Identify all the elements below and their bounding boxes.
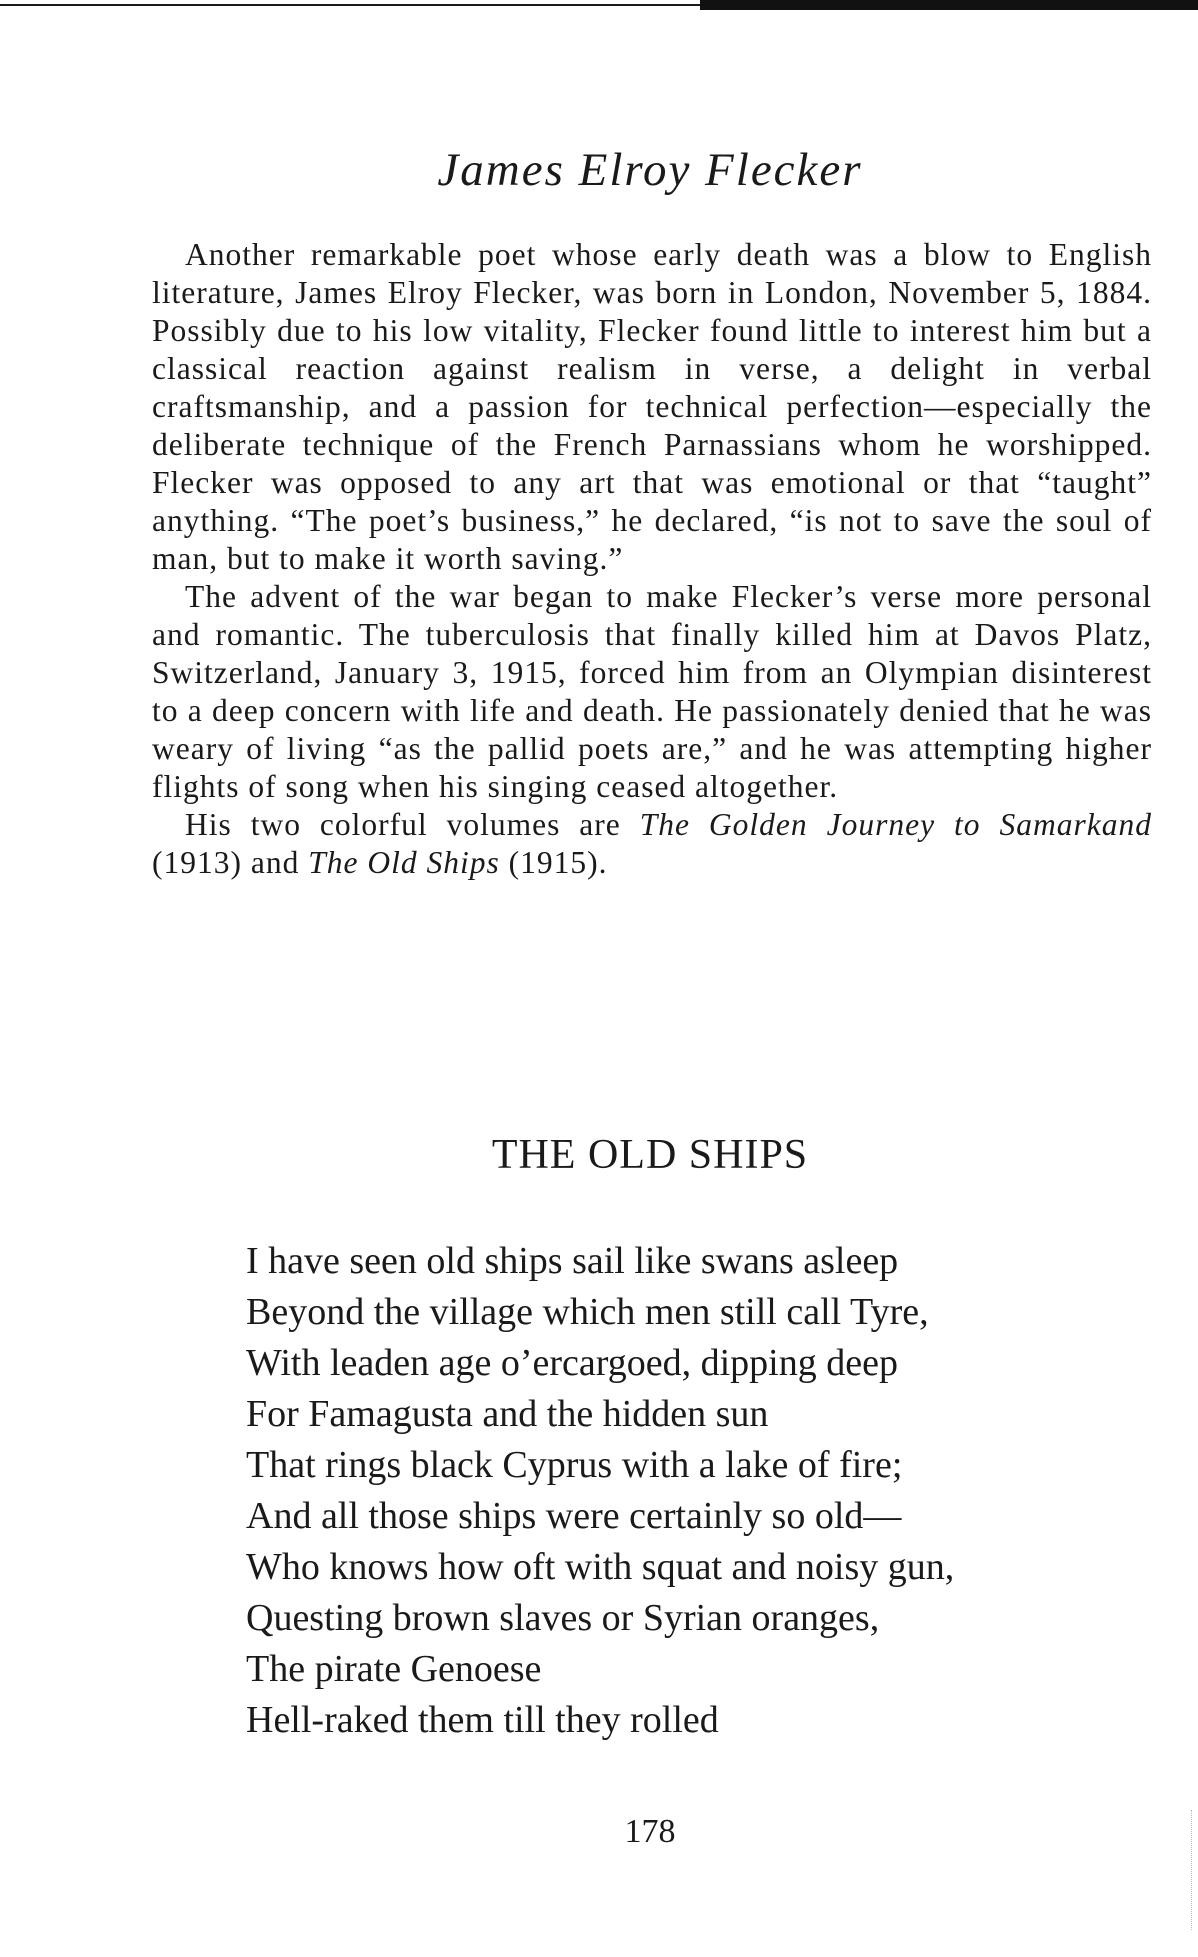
- top-rule-bar: [700, 0, 1198, 10]
- bio-paragraph: The advent of the war began to make Flecker’s verse more personal and romantic. The tuberculosis that finally killed him at Davos Platz, Switzerland, January 3, 1915, forced him from an Olympian disinterest to a deep concern with life and death. He passionately denied that he was weary of living “as the pallid poets are,” and he was attempting higher flights of song when his singing ceased altogether.: [152, 579, 1152, 804]
- poem-line: With leaden age o’ercargoed, dipping deep: [246, 1342, 898, 1384]
- poem-line: For Famagusta and the hidden sun: [246, 1393, 769, 1435]
- poem-line: Hell-raked them till they rolled: [246, 1699, 719, 1741]
- top-rule: [0, 4, 700, 6]
- book-title: The Golden Journey to Samarkand: [639, 807, 1152, 842]
- bio-paragraph: [152, 806, 1152, 882]
- poem-body: [246, 1236, 954, 1746]
- bio-text: (1915).: [499, 845, 608, 880]
- bio-paragraph: Another remarkable poet whose early death was a blow to English literature, James Elroy Flecker, was born in London, November 5, 1884. Possibly due to his low vitality, Flecker found little to interest him but a classical reaction against realism in verse, a delight in verbal craftsmanship, and a passion for technical perfection—especially the deliberate technique of the French Parnassians whom he worshipped. Flecker was opposed to any art that was emotional or that “taught” anything. “The poet’s business,” he declared, “is not to save the soul of man, but to make it worth saving.”: [152, 237, 1152, 576]
- bio-text: His two colorful volumes are: [185, 807, 640, 842]
- poem-line: Questing brown slaves or Syrian oranges,: [246, 1597, 880, 1639]
- author-heading: James Elroy Flecker: [437, 144, 863, 196]
- poem-line: And all those ships were certainly so old—: [246, 1495, 902, 1537]
- margin-speckles: [1187, 1810, 1192, 1930]
- poem-line: Beyond the village which men still call Tyre,: [246, 1291, 929, 1333]
- poem-line: Who knows how oft with squat and noisy gun,: [246, 1546, 955, 1588]
- biography-section: [152, 236, 1152, 882]
- book-title: The Old Ships: [308, 845, 500, 880]
- poem-line: The pirate Genoese: [246, 1648, 542, 1690]
- page-number: 178: [624, 1813, 676, 1850]
- bio-text: (1913) and: [152, 845, 309, 880]
- poem-line: I have seen old ships sail like swans asleep: [246, 1240, 899, 1282]
- poem-title: THE OLD SHIPS: [491, 1132, 809, 1178]
- poem-line: That rings black Cyprus with a lake of fire;: [246, 1444, 903, 1486]
